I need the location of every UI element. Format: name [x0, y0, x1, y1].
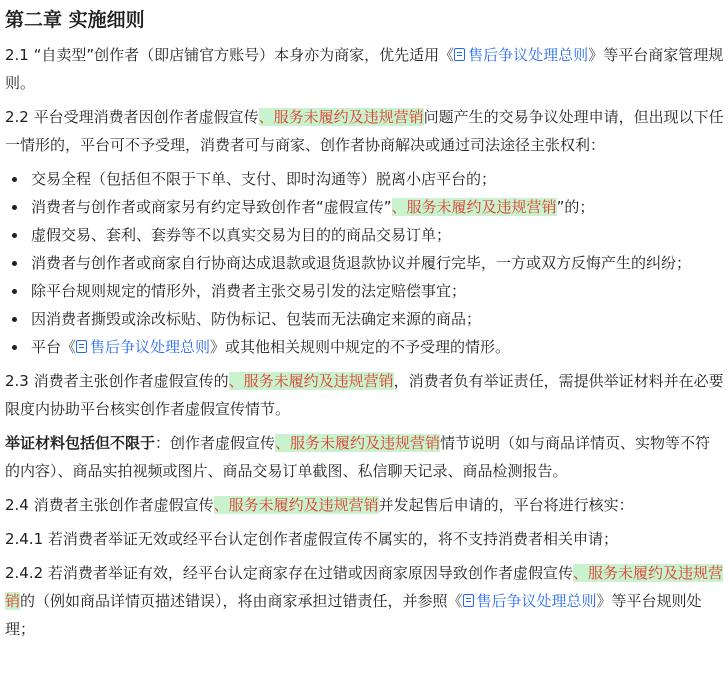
highlight-text: 、服务未履约及违规营销 — [228, 372, 394, 390]
document-icon — [76, 340, 87, 353]
para-2-4-2-text-c: 》等平台规则处理； — [5, 592, 702, 638]
rules-link[interactable] — [76, 338, 210, 356]
highlight-text: 、服务未履约及违规营销 — [258, 108, 424, 126]
document-icon — [463, 594, 474, 607]
evidence-text-a: ：创作者虚假宣传 — [155, 434, 276, 452]
para-2-1 — [5, 41, 724, 97]
list-item — [5, 193, 724, 221]
para-2-2 — [5, 103, 724, 159]
evidence-paragraph — [5, 429, 724, 485]
exclusion-list — [5, 165, 724, 361]
rules-link[interactable] — [454, 46, 588, 64]
list-item: 除平台规则规定的情形外，消费者主张交易引发的法定赔偿事宜； — [5, 277, 724, 305]
rules-link[interactable] — [463, 592, 597, 610]
para-2-3-text-a: 2.3 消费者主张创作者虚假宣传的 — [5, 372, 229, 390]
para-2-4-2-text-b: 的（例如商品详情页描述错误），将由商家承担过错责任，并参照《 — [20, 592, 463, 610]
para-2-2-text-b: 问题产生的交易争议处理申请，但出现以下任一情形的，平台可不予受理，消费者可与商家、创作者协商解决或通过司法途径主张权利： — [5, 108, 724, 154]
list-item: 虚假交易、套利、套券等不以真实交易为目的的商品交易订单； — [5, 221, 724, 249]
para-2-3-text-b: ，消费者负有举证责任，需提供举证材料并在必要限度内协助平台核实创作者虚假宣传情节。 — [5, 372, 724, 418]
list-item: 消费者与创作者或商家自行协商达成退款或退货退款协议并履行完毕，一方或双方反悔产生的纠纷； — [5, 249, 724, 277]
para-2-2-text-a: 2.2 平台受理消费者因创作者虚假宣传 — [5, 108, 259, 126]
list-item — [5, 333, 724, 361]
list-item-text: 消费者与创作者或商家另有约定导致创作者“虚假宣传” — [31, 198, 392, 216]
list-item: 因消费者撕毁或涂改标贴、防伪标记、包装而无法确定来源的商品； — [5, 305, 724, 333]
para-2-4-2 — [5, 559, 724, 643]
list-item-text: ”的； — [556, 198, 595, 216]
para-2-1-text-b: 》等平台商家管理规则。 — [5, 46, 724, 92]
highlight-text: 、服务未履约及违规营销 — [5, 564, 723, 610]
list-item-text: 》或其他相关规则中规定的不予受理的情形。 — [210, 338, 511, 356]
para-2-4-1: 2.4.1 若消费者举证无效或经平台认定创作者虚假宣传不属实的，将不支持消费者相关申请； — [5, 530, 618, 548]
rules-link-label: 售后争议处理总则 — [468, 46, 589, 64]
para-2-4-2-text-a: 2.4.2 若消费者举证有效，经平台认定商家存在过错或因商家原因导致创作者虚假宣传 — [5, 564, 573, 582]
para-2-4-text-a: 2.4 消费者主张创作者虚假宣传 — [5, 496, 214, 514]
para-2-4 — [5, 491, 724, 519]
evidence-heading: 举证材料包括但不限于 — [5, 434, 156, 452]
list-item-text: 平台《 — [31, 338, 77, 356]
highlight-text: 、服务未履约及违规营销 — [213, 496, 379, 514]
chapter-title: 第二章 实施细则 — [5, 9, 145, 31]
rules-link-label: 售后争议处理总则 — [476, 592, 597, 610]
document-icon — [454, 48, 465, 61]
para-2-1-text-a: 2.1 “自卖型”创作者（即店铺官方账号）本身亦为商家，优先适用《 — [5, 46, 455, 64]
evidence-text-b: 情节说明（如与商品详情页、实物等不符的内容）、商品实拍视频或图片、商品交易订单截图、私信聊天记录、商品检测报告。 — [5, 434, 711, 480]
rules-link-label: 售后争议处理总则 — [90, 338, 211, 356]
highlight-text: 、服务未履约及违规营销 — [391, 198, 557, 216]
list-item: 交易全程（包括但不限于下单、支付、即时沟通等）脱离小店平台的； — [5, 165, 724, 193]
para-2-3 — [5, 367, 724, 423]
highlight-text: 、服务未履约及违规营销 — [275, 434, 441, 452]
para-2-4-text-b: 并发起售后申请的，平台将进行核实： — [378, 496, 634, 514]
